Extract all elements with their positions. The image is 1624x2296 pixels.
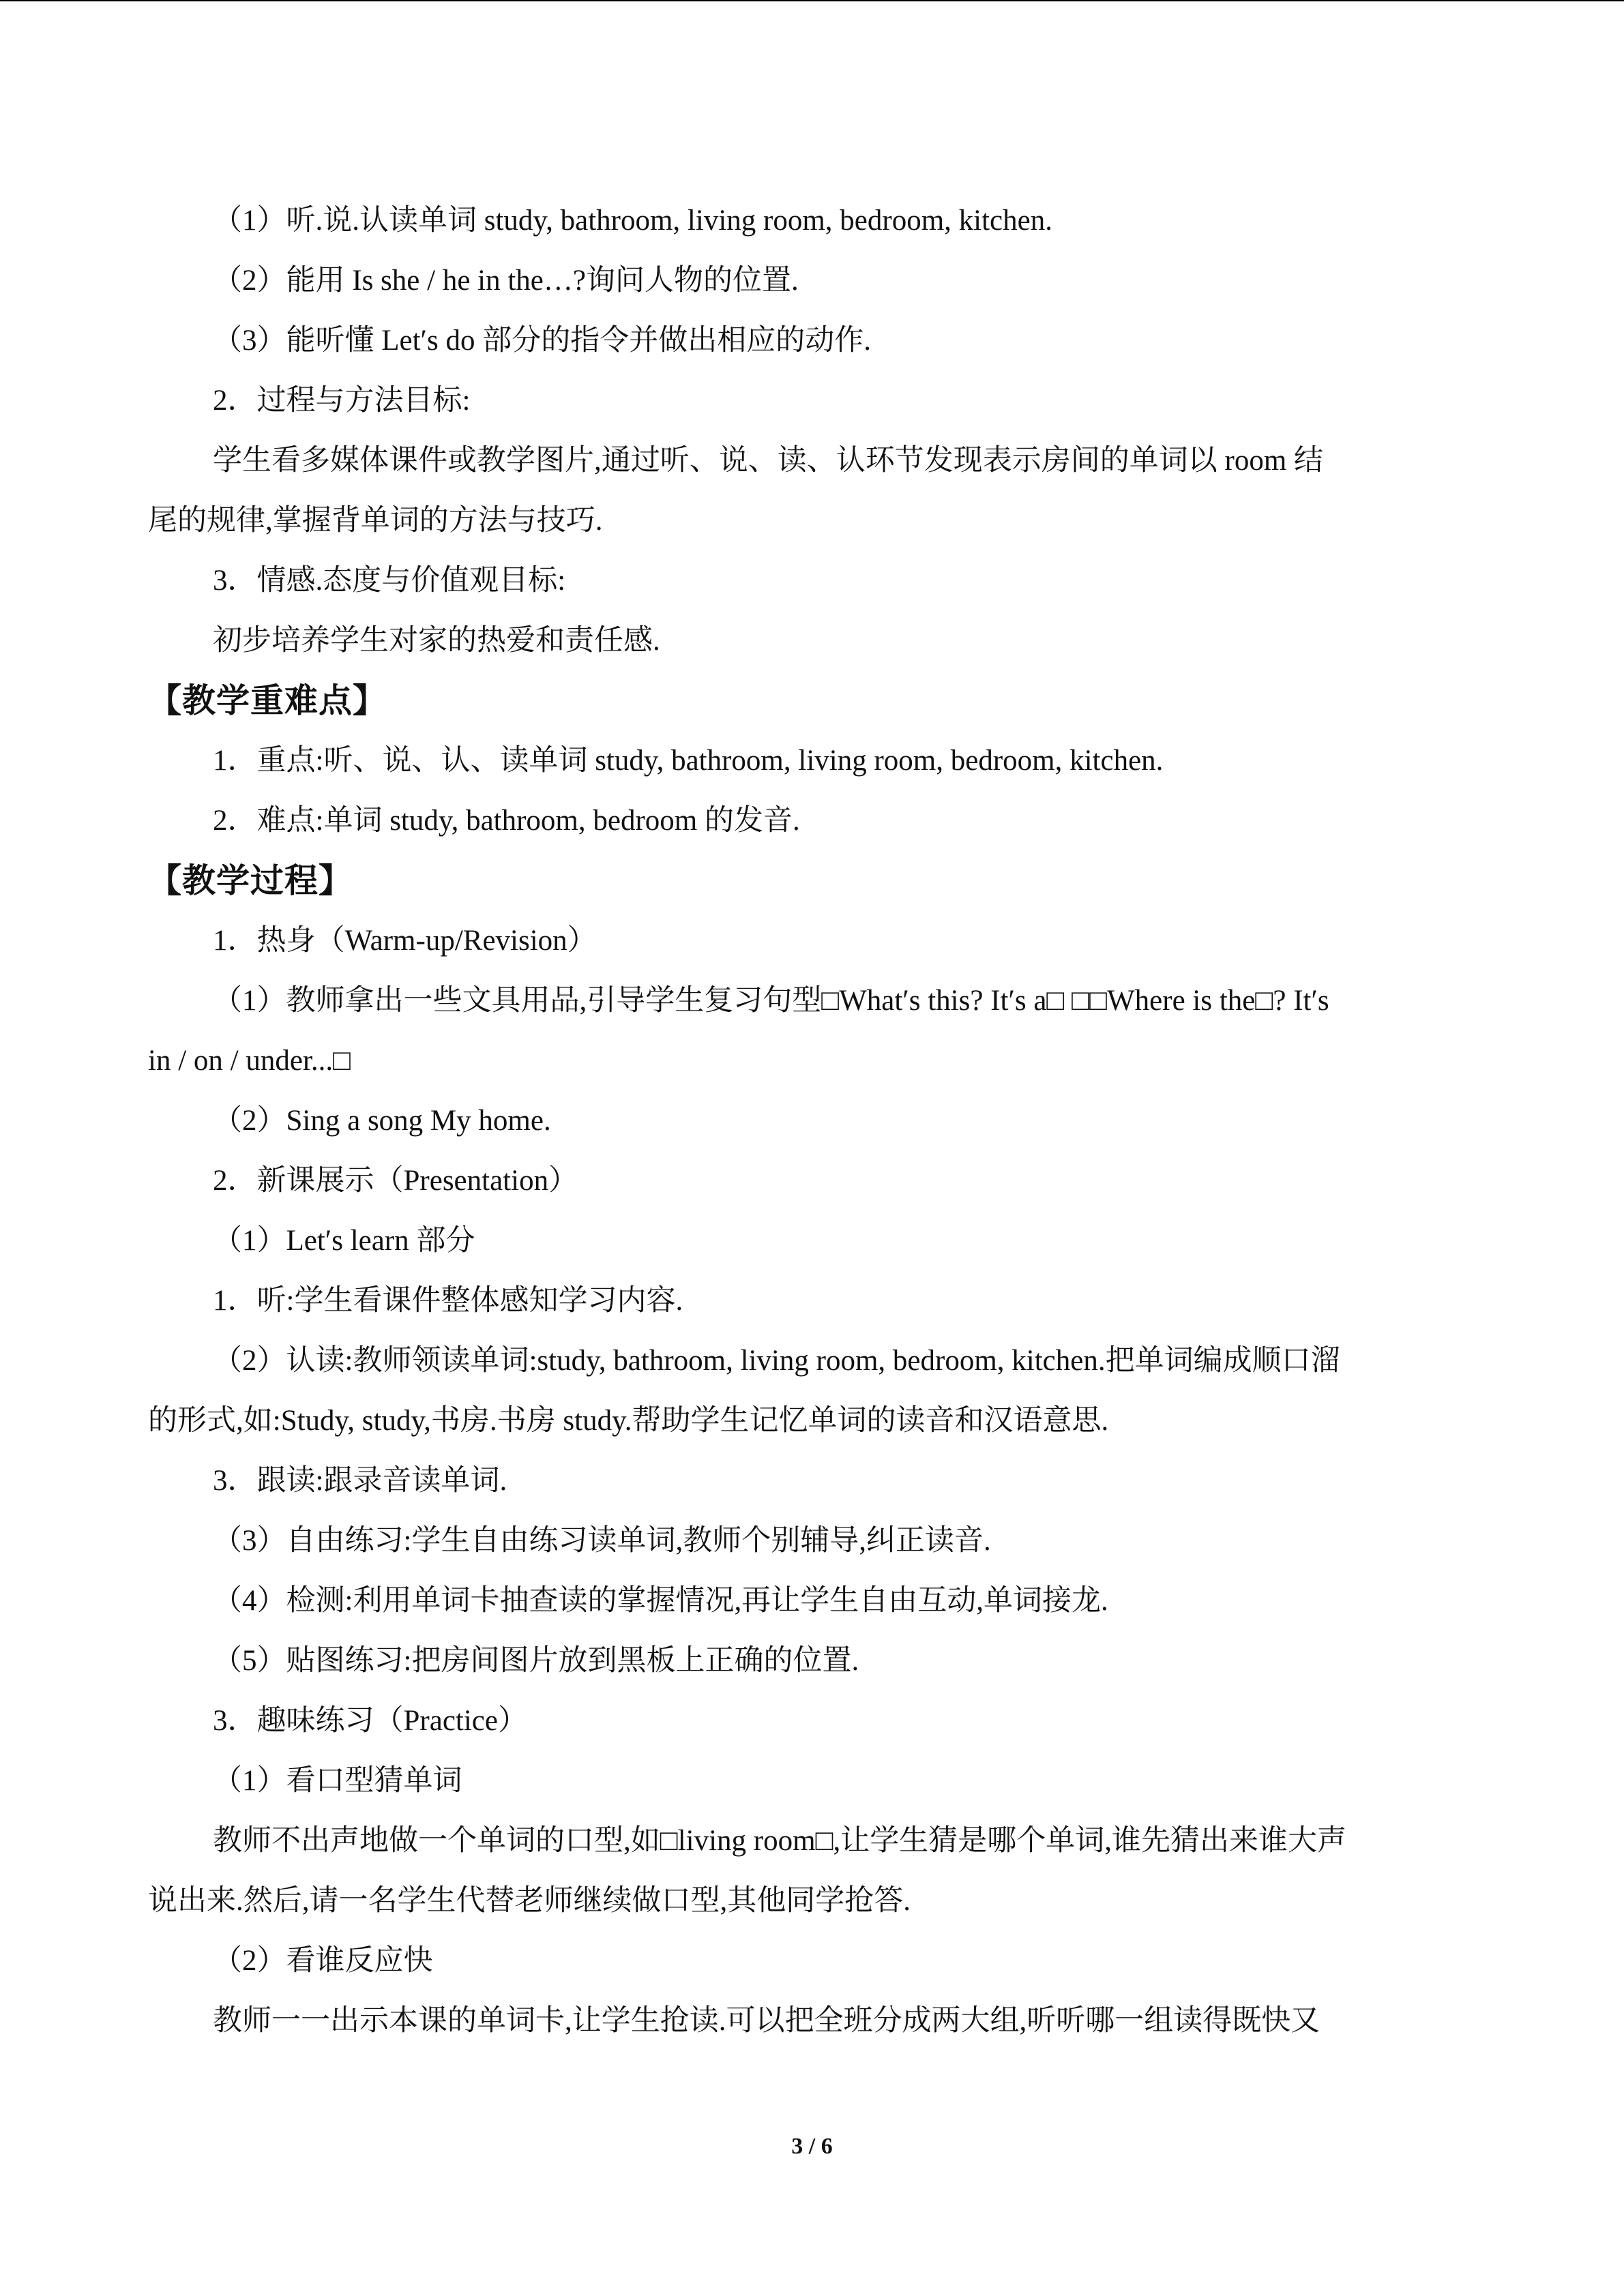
paragraph-line: （1）看口型猜单词 [213,1765,462,1797]
paragraph-line: （2）能用 Is she / he in the…?询问人物的位置. [213,265,799,297]
paragraph-line: 初步培养学生对家的热爱和责任感. [213,625,660,657]
paragraph-line: 说出来.然后,请一名学生代替老师继续做口型,其他同学抢答. [148,1885,911,1917]
paragraph-line: 2．难点:单词 study, bathroom, bedroom 的发音. [213,805,800,837]
paragraph-line: 1．热身（Warm-up/Revision） [213,925,597,957]
paragraph-line: 3．跟读:跟录音读单词. [213,1465,507,1497]
paragraph-line: （2）Sing a song My home. [213,1105,551,1137]
paragraph-line: （3）能听懂 Let′s do 部分的指令并做出相应的动作. [213,325,871,357]
paragraph-line: （1）教师拿出一些文具用品,引导学生复习句型□What′s this? It′s a□ □□Where is the□? It′s [213,985,1329,1017]
paragraph-line: 的形式,如:Study, study,书房.书房 study.帮助学生记忆单词的读音和汉语意思. [148,1405,1109,1437]
paragraph-line: （4）检测:利用单词卡抽查读的掌握情况,再让学生自由互动,单词接龙. [213,1585,1108,1617]
section-heading: 【教学重难点】 [148,681,387,720]
page-body [148,191,1475,2051]
paragraph-line: 3．情感.态度与价值观目标: [213,565,566,597]
paragraph-line: （5）贴图练习:把房间图片放到黑板上正确的位置. [213,1645,859,1677]
paragraph-line: in / on / under...□ [148,1045,351,1077]
section-heading: 【教学过程】 [148,861,353,900]
paragraph-line: 2．过程与方法目标: [213,385,471,417]
paragraph-line: 2．新课展示（Presentation） [213,1165,578,1197]
paragraph-line: 尾的规律,掌握背单词的方法与技巧. [148,505,603,537]
paragraph-line: （1）Let′s learn 部分 [213,1225,475,1257]
paragraph-line: （1）听.说.认读单词 study, bathroom, living room, bedroom, kitchen. [213,205,1052,237]
paragraph-line: （2）看谁反应快 [213,1945,433,1977]
paragraph-line: （2）认读:教师领读单词:study, bathroom, living room, bedroom, kitchen.把单词编成顺口溜 [213,1345,1340,1377]
paragraph-line: 1．听:学生看课件整体感知学习内容. [213,1285,683,1317]
paragraph-line: 学生看多媒体课件或教学图片,通过听、说、读、认环节发现表示房间的单词以 room 结 [213,445,1324,477]
paragraph-line: 1．重点:听、说、认、读单词 study, bathroom, living room, bedroom, kitchen. [213,745,1164,777]
paragraph-line: 教师一一出示本课的单词卡,让学生抢读.可以把全班分成两大组,听听哪一组读得既快又 [213,2005,1320,2037]
page-number: 3 / 6 [791,2134,833,2159]
paragraph-line: 3．趣味练习（Practice） [213,1705,527,1737]
paragraph-line: 教师不出声地做一个单词的口型,如□living room□,让学生猜是哪个单词,谁先猜出来谁大声 [213,1825,1347,1857]
paragraph-line: （3）自由练习:学生自由练习读单词,教师个别辅导,纠正读音. [213,1525,991,1557]
